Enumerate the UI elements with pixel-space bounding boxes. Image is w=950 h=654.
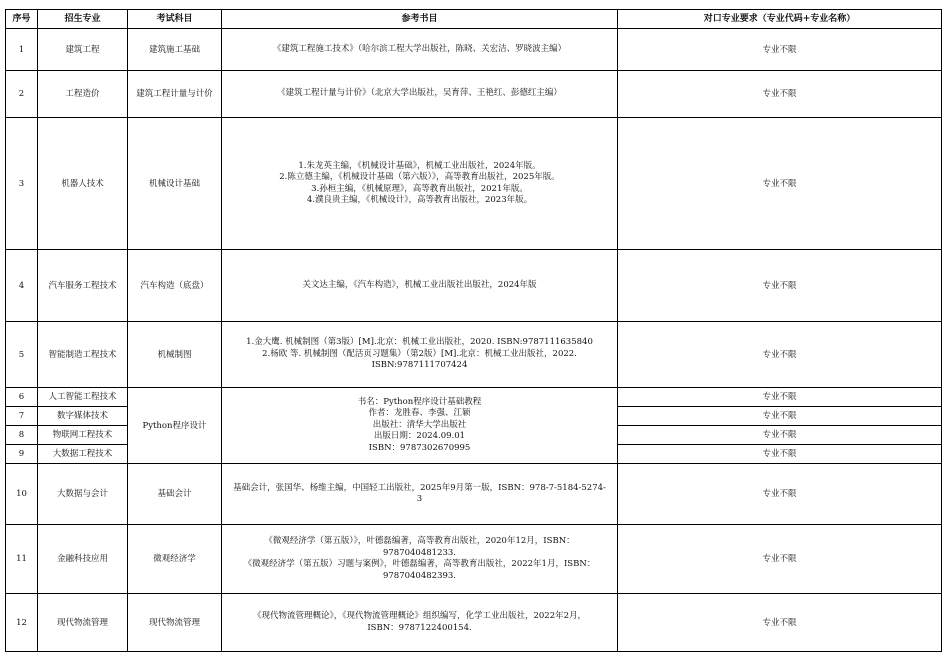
ref-line: 《建筑工程施工技术》（哈尔滨工程大学出版社，陈晓、关宏洁、罗晓波主编） — [272, 43, 567, 54]
row-major: 汽车服务工程技术 — [38, 250, 128, 322]
row-major: 建筑工程 — [38, 29, 128, 71]
row-no: 5 — [6, 322, 38, 388]
row-major: 机器人技术 — [38, 118, 128, 250]
python-subject: Python程序设计 — [128, 388, 222, 464]
row-no: 9 — [6, 445, 38, 464]
row-subject: 现代物流管理 — [128, 594, 222, 652]
row-subject: 机械设计基础 — [128, 118, 222, 250]
row-requirement: 专业不限 — [618, 464, 942, 525]
row-no: 2 — [6, 71, 38, 118]
row-requirement: 专业不限 — [618, 71, 942, 118]
row-subject: 微观经济学 — [128, 525, 222, 594]
row-requirement: 专业不限 — [618, 525, 942, 594]
ref-line: 9787040481233. — [382, 547, 456, 558]
row-no: 1 — [6, 29, 38, 71]
row-refs — [222, 29, 618, 71]
table-row — [6, 388, 942, 407]
row-major: 物联网工程技术 — [38, 426, 128, 445]
table-row — [6, 594, 942, 652]
row-subject: 建筑工程计量与计价 — [128, 71, 222, 118]
table-row — [6, 464, 942, 525]
table-row — [6, 322, 942, 388]
header-subject: 考试科目 — [128, 10, 222, 29]
row-requirement: 专业不限 — [618, 426, 942, 445]
row-major: 人工智能工程技术 — [38, 388, 128, 407]
row-major: 现代物流管理 — [38, 594, 128, 652]
row-requirement: 专业不限 — [618, 407, 942, 426]
row-refs — [222, 71, 618, 118]
row-refs — [222, 250, 618, 322]
row-requirement: 专业不限 — [618, 445, 942, 464]
row-major: 工程造价 — [38, 71, 128, 118]
ref-line: 3.孙桓主编，《机械原理》，高等教育出版社，2021年版。 — [311, 183, 528, 194]
row-no: 7 — [6, 407, 38, 426]
ref-line: 2.杨欧 等. 机械制图（配活页习题集）（第2版）[M].北京：机械工业出版社，2022. — [262, 348, 577, 359]
header-requirement: 对口专业要求（专业代码+专业名称） — [618, 10, 942, 29]
row-major: 大数据与会计 — [38, 464, 128, 525]
ref-line: 1.朱龙英主编，《机械设计基础》，机械工业出版社，2024年版。 — [298, 160, 541, 171]
row-no: 12 — [6, 594, 38, 652]
row-no: 11 — [6, 525, 38, 594]
row-refs — [222, 118, 618, 250]
row-no: 6 — [6, 388, 38, 407]
ref-line: 出版社：清华大学出版社 — [372, 419, 467, 430]
ref-line: 9787040482393. — [382, 570, 456, 581]
ref-line: 作者：龙胜春、李强、江颖 — [368, 408, 471, 419]
ref-line: 关文达主编，《汽车构造》，机械工业出版社出版社，2024年版 — [302, 279, 537, 290]
ref-line: 1.金大鹰. 机械制图（第3版）[M].北京：机械工业出版社，2020. ISBN:9787111635840 — [246, 337, 593, 348]
row-no: 10 — [6, 464, 38, 525]
table-row — [6, 118, 942, 250]
row-subject: 基础会计 — [128, 464, 222, 525]
table-row — [6, 250, 942, 322]
header-row — [6, 10, 942, 29]
row-requirement: 专业不限 — [618, 118, 942, 250]
ref-line: ISBN:9787111707424 — [371, 360, 468, 371]
row-refs — [222, 322, 618, 388]
row-major: 智能制造工程技术 — [38, 322, 128, 388]
row-major: 数字媒体技术 — [38, 407, 128, 426]
ref-line: 《现代物流管理概论》，《现代物流管理概论》组织编写，化学工业出版社，2022年2月， — [252, 611, 587, 621]
row-no: 4 — [6, 250, 38, 322]
row-refs — [222, 594, 618, 652]
ref-line: 书名：Python程序设计基础教程 — [357, 396, 482, 407]
row-refs — [222, 525, 618, 594]
ref-line: 基础会计，张国华、杨维主编，中国轻工出版社，2025年9月第一版，ISBN：978-7-5184-5274- — [233, 482, 606, 493]
ref-line: 《建筑工程计量与计价》（北京大学出版社，吴育萍、王艳红、彭德红主编） — [277, 88, 562, 99]
ref-line: 4.濮良贵主编，《机械设计》，高等教育出版社，2023年版。 — [306, 195, 533, 205]
header-major: 招生专业 — [38, 10, 128, 29]
header-no: 序号 — [6, 10, 38, 29]
row-subject: 机械制图 — [128, 322, 222, 388]
row-requirement: 专业不限 — [618, 388, 942, 407]
ref-line: ISBN：9787302670995 — [368, 442, 471, 453]
row-requirement: 专业不限 — [618, 594, 942, 652]
ref-line: 《微观经济学（第五版）习题与案例》，叶德磊编著，高等教育出版社，2022年1月，ISBN： — [243, 559, 596, 569]
row-subject: 建筑施工基础 — [128, 29, 222, 71]
row-subject: 汽车构造（底盘） — [128, 250, 222, 322]
reference-table — [5, 9, 942, 652]
table-row — [6, 525, 942, 594]
ref-line: 出版日期：2024.09.01 — [373, 431, 466, 442]
row-major: 金融科技应用 — [38, 525, 128, 594]
row-no: 8 — [6, 426, 38, 445]
row-no: 3 — [6, 118, 38, 250]
ref-line: 2.陈立德主编，《机械设计基础（第六版）》，高等教育出版社，2025年版。 — [279, 172, 560, 182]
ref-line: ISBN：9787122400154. — [367, 622, 472, 633]
table-row — [6, 71, 942, 118]
table-row — [6, 29, 942, 71]
row-major: 大数据工程技术 — [38, 445, 128, 464]
row-requirement: 专业不限 — [618, 322, 942, 388]
python-refs — [222, 388, 618, 464]
row-refs — [222, 464, 618, 525]
row-requirement: 专业不限 — [618, 250, 942, 322]
ref-line: 3 — [416, 494, 423, 504]
ref-line: 《微观经济学（第五版）》，叶德磊编著，高等教育出版社，2020年12月，ISBN： — [264, 536, 575, 546]
row-requirement: 专业不限 — [618, 29, 942, 71]
header-refs: 参考书目 — [222, 10, 618, 29]
